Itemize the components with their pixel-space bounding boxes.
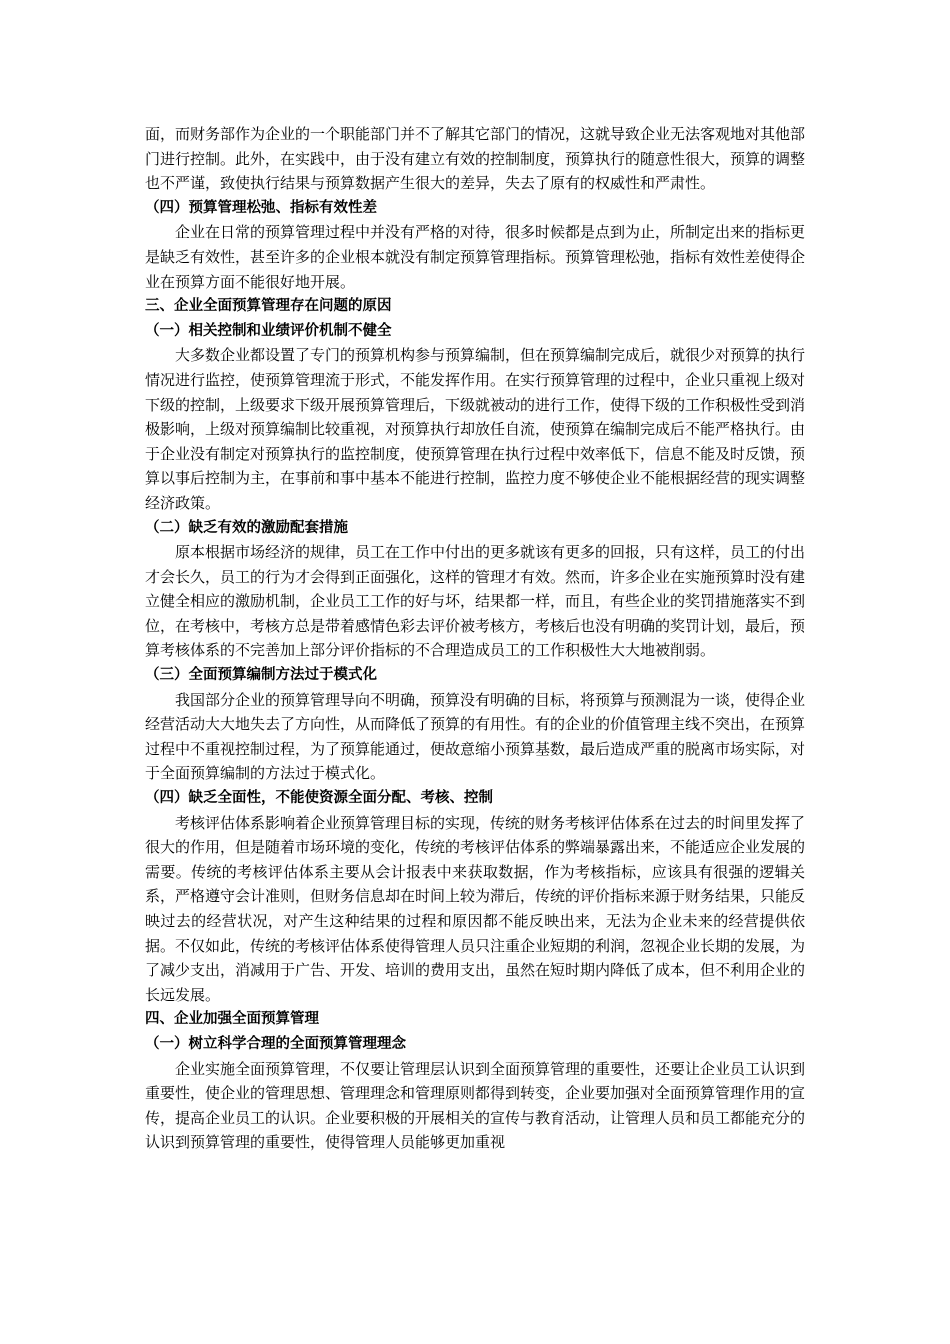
paragraph-continued: 面，而财务部作为企业的一个职能部门并不了解其它部门的情况，这就导致企业无法客观地对其他部门进行控制。此外，在实践中，由于没有建立有效的控制制度，预算执行的随意性很大，预算的调整也不严谨，致使执行结果与预算数据产生很大的差异，失去了原有的权威性和严肃性。 (145, 125, 806, 193)
paragraph: 考核评估体系影响着企业预算管理目标的实现，传统的财务考核评估体系在过去的时间里发挥了很大的作用，但是随着市场环境的变化，传统的考核评估体系的弊端暴露出来，不能适应企业发展的需要。传统的考核评估体系主要从会计报表中来获取数据，作为考核指标，应该具有很强的逻辑关系，严格遵守会计准则，但财务信息却在时间上较为滞后，传统的评价指标来源于财务结果，只能反映过去的经营状况，对产生这种结果的过程和原因都不能反映出来，无法为企业未来的经营提供依据。不仅如此，传统的考核评估体系使得管理人员只注重企业短期的利润，忽视企业长期的发展，为了减少支出，消减用于广告、开发、培训的费用支出，虽然在短时期内降低了成本，但不利用企业的长远发展。 (145, 813, 806, 1004)
section-heading: 三、企业全面预算管理存在问题的原因 (145, 298, 392, 315)
subsection-heading: （一）树立科学合理的全面预算管理理念 (145, 1035, 406, 1052)
paragraph: 企业在日常的预算管理过程中并没有严格的对待，很多时候都是点到为止，所制定出来的指标更是缺乏有效性，甚至许多的企业根本就没有制定预算管理指标。预算管理松弛，指标有效性差使得企业在预算方面不能很好地开展。 (145, 223, 806, 291)
paragraph: 原本根据市场经济的规律，员工在工作中付出的更多就该有更多的回报，只有这样，员工的付出才会长久，员工的行为才会得到正面强化，这样的管理才有效。然而，许多企业在实施预算时没有建立健全相应的激励机制，企业员工工作的好与坏，结果都一样，而且，有些企业的奖罚措施落实不到位，在考核中，考核方总是带着感情色彩去评价被考核方，考核后也没有明确的奖罚计划，最后，预算考核体系的不完善加上部分评价指标的不合理造成员工的工作积极性大大地被削弱。 (145, 543, 806, 660)
paragraph: 大多数企业都设置了专门的预算机构参与预算编制，但在预算编制完成后，就很少对预算的执行情况进行监控，使预算管理流于形式，不能发挥作用。在实行预算管理的过程中，企业只重视上级对下级的控制，上级要求下级开展预算管理后，下级就被动的进行工作，使得下级的工作积极性受到消极影响，上级对预算编制比较重视，对预算执行却放任自流，使预算在编制完成后不能严格执行。由于企业没有制定对预算执行的监控制度，使预算管理在执行过程中效率低下，信息不能及时反馈，预算以事后控制为主，在事前和事中基本不能进行控制，监控力度不够使企业不能根据经营的现实调整经济政策。 (145, 346, 806, 512)
section-heading: 四、企业加强全面预算管理 (145, 1011, 319, 1028)
document-body (145, 122, 805, 1155)
paragraph: 企业实施全面预算管理，不仅要让管理层认识到全面预算管理的重要性，还要让企业员工认识到重要性，使企业的管理思想、管理理念和管理原则都得到转变，企业要加强对全面预算管理作用的宣传，提高企业员工的认识。企业要积极的开展相关的宣传与教育活动，让管理人员和员工都能充分的认识到预算管理的重要性，使得管理人员能够更加重视 (145, 1059, 806, 1152)
subsection-heading: （一）相关控制和业绩评价机制不健全 (145, 322, 392, 339)
subsection-heading: （四）预算管理松弛、指标有效性差 (145, 199, 377, 216)
subsection-heading: （四）缺乏全面性，不能使资源全面分配、考核、控制 (145, 790, 493, 807)
subsection-heading: （三）全面预算编制方法过于模式化 (145, 667, 377, 684)
subsection-heading: （二）缺乏有效的激励配套措施 (145, 519, 348, 536)
paragraph: 我国部分企业的预算管理导向不明确，预算没有明确的目标，将预算与预测混为一谈，使得企业经营活动大大地失去了方向性，从而降低了预算的有用性。有的企业的价值管理主线不突出，在预算过程中不重视控制过程，为了预算能通过，便故意缩小预算基数，最后造成严重的脱离市场实际，对于全面预算编制的方法过于模式化。 (145, 690, 806, 783)
